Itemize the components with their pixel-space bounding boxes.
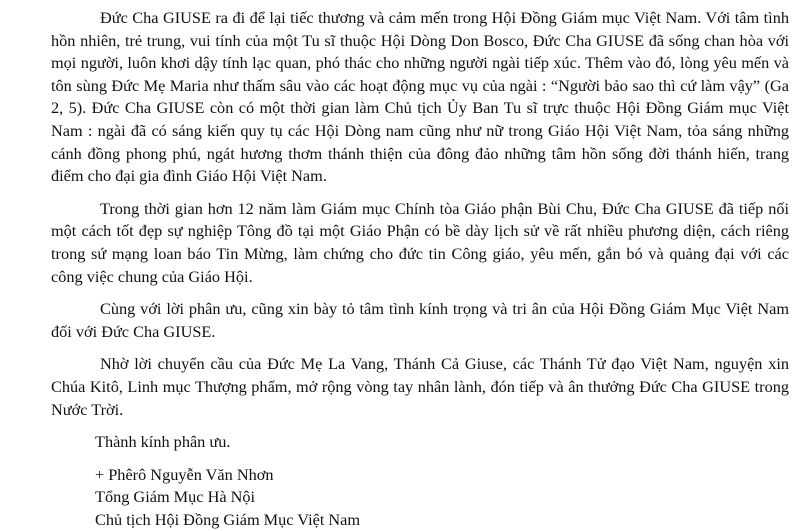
document-body	[51, 7, 789, 531]
paragraph-spacer	[51, 454, 789, 464]
closing-line: Thành kính phân ưu.	[95, 432, 231, 452]
paragraph-spacer	[51, 288, 789, 298]
paragraph-spacer	[51, 343, 789, 353]
signature-name: + Phêrô Nguyễn Văn Nhơn	[95, 464, 274, 484]
paragraph-3: Cùng với lời phân ưu, cũng xin bày tỏ tâm tình kính trọng và tri ân của Hội Đồng Giám Mục Việt Nam đối với Đức Cha GIUSE.	[51, 299, 789, 341]
paragraph-spacer	[51, 421, 789, 431]
signature-title: Tổng Giám Mục Hà Nội	[95, 487, 256, 507]
paragraph-2: Trong thời gian hơn 12 năm làm Giám mục Chính tòa Giáo phận Bùi Chu, Đức Cha GIUSE đã tiếp nối một cách tốt đẹp sự nghiệp Tông đồ tại một Giáo Phận có bề dày lịch sử về rất nhiều phương diện, cách riêng trong sứ mạng loan báo Tin Mừng, làm chứng cho đức tin Công giáo, yêu mến, gắn bó và quảng đại với các công việc chung của Giáo Hội.	[51, 198, 789, 286]
signature-role: Chủ tịch Hội Đồng Giám Mục Việt Nam	[95, 509, 361, 529]
paragraph-1: Đức Cha GIUSE ra đi để lại tiếc thương và cảm mến trong Hội Đồng Giám mục Việt Nam. Với tâm tình hồn nhiên, trẻ trung, vui tính của một Tu sĩ thuộc Hội Dòng Don Bosco, Đức Cha GIUSE đã sống chan hòa với mọi người, luôn khơi dậy tính lạc quan, phó thác cho những người ngài tiếp xúc. Thêm vào đó, lòng yêu mến và tôn sùng Đức Mẹ Maria như thấm sâu vào các hoạt động mục vụ của ngài : “Người bảo sao thì cứ làm vậy” (Ga 2, 5). Đức Cha GIUSE còn có một thời gian làm Chủ tịch Ủy Ban Tu sĩ trực thuộc Hội Đồng Giám mục Việt Nam : ngài đã có sáng kiến quy tụ các Hội Dòng nam cũng như nữ trong Giáo Hội Việt Nam, tỏa sáng những cánh đồng phong phú, ngát hương thơm thánh thiện của đông đảo những tâm hồn sống đời thánh hiến, trang điểm cho đại gia đình Giáo Hội Việt Nam.	[51, 8, 789, 186]
signature-block	[51, 464, 789, 531]
paragraph-spacer	[51, 188, 789, 198]
paragraph-4: Nhờ lời chuyển cầu của Đức Mẹ La Vang, Thánh Cả Giuse, các Thánh Tử đạo Việt Nam, nguyện xin Chúa Kitô, Linh mục Thượng phẩm, mở rộng vòng tay nhân lành, đón tiếp và ân thưởng Đức Cha GIUSE trong Nước Trời.	[51, 354, 789, 419]
